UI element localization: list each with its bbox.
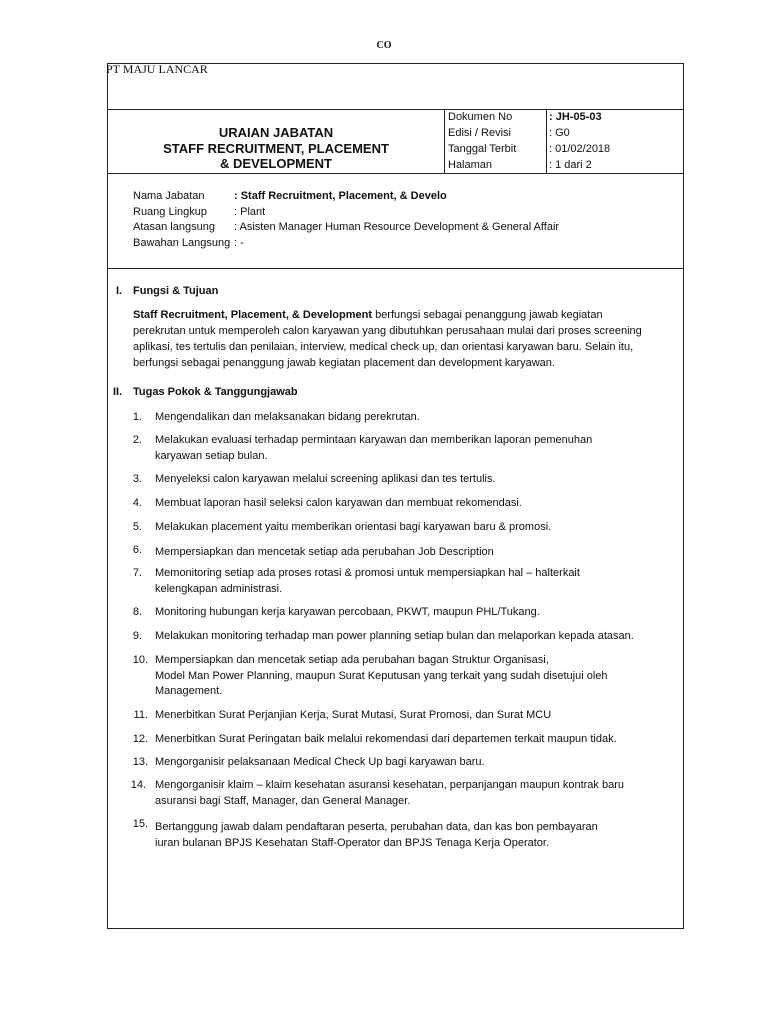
item-line: Menerbitkan Surat Peringatan baik melalui rekomendasi dari departemen terkait maupun tidak. bbox=[155, 733, 617, 745]
item-number: 12. bbox=[132, 733, 148, 745]
doc-meta-label: Edisi / Revisi bbox=[448, 127, 511, 139]
title-line-1: URAIAN JABATAN bbox=[218, 125, 334, 140]
info-divider bbox=[107, 268, 684, 269]
doc-meta-label: Halaman bbox=[448, 159, 493, 171]
item-number: 3. bbox=[132, 473, 142, 485]
item-number: 8. bbox=[132, 606, 142, 618]
item-line: Management. bbox=[155, 685, 223, 697]
job-info-label: Nama Jabatan bbox=[133, 190, 205, 202]
doc-meta-value: : 01/02/2018 bbox=[549, 143, 611, 155]
section-2-number: II. bbox=[113, 386, 123, 398]
item-line: Mempersiapkan dan mencetak setiap ada perubahan bagan Struktur Organisasi, bbox=[155, 654, 549, 666]
section-1-line: perekrutan untuk memperoleh calon karyawan yang dibutuhkan perusahaan mulai dari proses screening bbox=[133, 325, 642, 337]
job-info-label: Ruang Lingkup bbox=[133, 205, 208, 218]
item-line: Melakukan placement yaitu memberikan orientasi bagi karyawan baru & promosi. bbox=[155, 521, 552, 533]
doc-meta-label: Tanggal Terbit bbox=[448, 143, 517, 155]
title-line-2: STAFF RECRUITMENT, PLACEMENT bbox=[163, 140, 389, 156]
item-number: 9. bbox=[132, 630, 142, 642]
item-line: Bertanggung jawab dalam pendaftaran peserta, perubahan data, dan kas bon pembayaran bbox=[155, 821, 598, 833]
company-name: PT MAJU LANCAR bbox=[106, 62, 208, 76]
item-line: Model Man Power Planning, maupun Surat Keputusan yang terkait yang sudah disetujui oleh bbox=[155, 669, 608, 682]
item-line: iuran bulanan BPJS Kesehatan Staff-Operator dan BPJS Tenaga Kerja Operator. bbox=[155, 836, 550, 849]
title-meta-divider bbox=[444, 109, 445, 173]
item-line: Memonitoring setiap ada proses rotasi & promosi untuk mempersiapkan hal – halterkait bbox=[155, 567, 580, 579]
title-divider bbox=[107, 173, 684, 174]
item-number: 2. bbox=[132, 434, 142, 446]
item-line: Mengorganisir klaim – klaim kesehatan asuransi kesehatan, perpanjangan maupun kontrak baru bbox=[155, 779, 624, 791]
doc-meta-value: : G0 bbox=[549, 127, 570, 139]
item-number: 7. bbox=[132, 567, 142, 579]
item-number: 11. bbox=[133, 709, 148, 721]
doc-meta-label: Dokumen No bbox=[448, 111, 513, 123]
job-info-labels bbox=[133, 189, 230, 251]
item-line: kelengkapan administrasi. bbox=[155, 582, 283, 595]
section-1-title: Fungsi & Tujuan bbox=[133, 285, 219, 297]
item-line: Menyeleksi calon karyawan melalui screening aplikasi dan tes tertulis. bbox=[155, 473, 496, 485]
doc-meta-values bbox=[549, 109, 610, 173]
item-number: 1. bbox=[132, 411, 142, 423]
item-line: Mempersiapkan dan mencetak setiap ada perubahan Job Description bbox=[155, 546, 494, 558]
section-1-lead-rest: berfungsi sebagai penanggung jawab kegiatan bbox=[372, 309, 603, 321]
item-number: 15. bbox=[132, 818, 148, 830]
item-number: 6. bbox=[132, 544, 142, 556]
job-info-label: Bawahan Langsung bbox=[133, 236, 231, 249]
item-number: 4. bbox=[132, 497, 142, 509]
doc-number-value: : JH-05-03 bbox=[549, 111, 602, 123]
item-number: 14. bbox=[130, 779, 146, 791]
item-number: 10. bbox=[132, 654, 148, 666]
section-1-line: aplikasi, tes tertulis dan penilaian, interview, medical check up, dan orientasi karyawan baru. Selain itu, bbox=[133, 341, 634, 353]
job-info-value: : - bbox=[234, 236, 244, 249]
item-line: Melakukan monitoring terhadap man power planning setiap bulan dan melaporkan kepada atasan. bbox=[155, 630, 634, 642]
section-1-paragraph bbox=[133, 307, 643, 371]
section-1-line: berfungsi sebagai penanggung jawab kegiatan placement dan development karyawan. bbox=[133, 357, 555, 369]
item-line: Mengendalikan dan melaksanakan bidang perekrutan. bbox=[155, 411, 420, 423]
job-title-value: : Staff Recruitment, Placement, & Develo bbox=[234, 190, 447, 202]
item-line: karyawan setiap bulan. bbox=[155, 449, 268, 462]
job-info-label: Atasan langsung bbox=[133, 221, 215, 233]
meta-column-divider bbox=[546, 109, 547, 173]
item-line: Mengorganisir pelaksanaan Medical Check Up bagi karyawan baru. bbox=[155, 756, 485, 768]
section-1-lead-bold: Staff Recruitment, Placement, & Development bbox=[133, 309, 373, 321]
item-line: Membuat laporan hasil seleksi calon karyawan dan membuat rekomendasi. bbox=[155, 497, 522, 509]
job-info-value: : Asisten Manager Human Resource Development & General Affair bbox=[234, 221, 560, 233]
doc-meta-labels bbox=[448, 109, 516, 173]
item-line: Melakukan evaluasi terhadap permintaan karyawan dan memberikan laporan pemenuhan bbox=[155, 434, 593, 446]
item-line: Monitoring hubungan kerja karyawan percobaan, PKWT, maupun PHL/Tukang. bbox=[155, 606, 540, 618]
top-mark: CO bbox=[376, 40, 392, 51]
item-number: 13. bbox=[132, 756, 148, 768]
job-info-value: : Plant bbox=[234, 205, 266, 218]
job-info-values bbox=[234, 189, 559, 251]
section-2-title: Tugas Pokok & Tanggungjawab bbox=[133, 386, 298, 398]
title-line-3: & DEVELOPMENT bbox=[220, 156, 332, 171]
document-title bbox=[108, 125, 444, 172]
item-line: Menerbitkan Surat Perjanjian Kerja, Surat Mutasi, Surat Promosi, dan Surat MCU bbox=[155, 709, 552, 721]
doc-meta-value: : 1 dari 2 bbox=[549, 159, 592, 171]
item-line: asuransi bagi Staff, Manager, dan General Manager. bbox=[155, 794, 411, 807]
section-1-number: I. bbox=[116, 285, 123, 297]
item-number: 5. bbox=[132, 521, 142, 533]
